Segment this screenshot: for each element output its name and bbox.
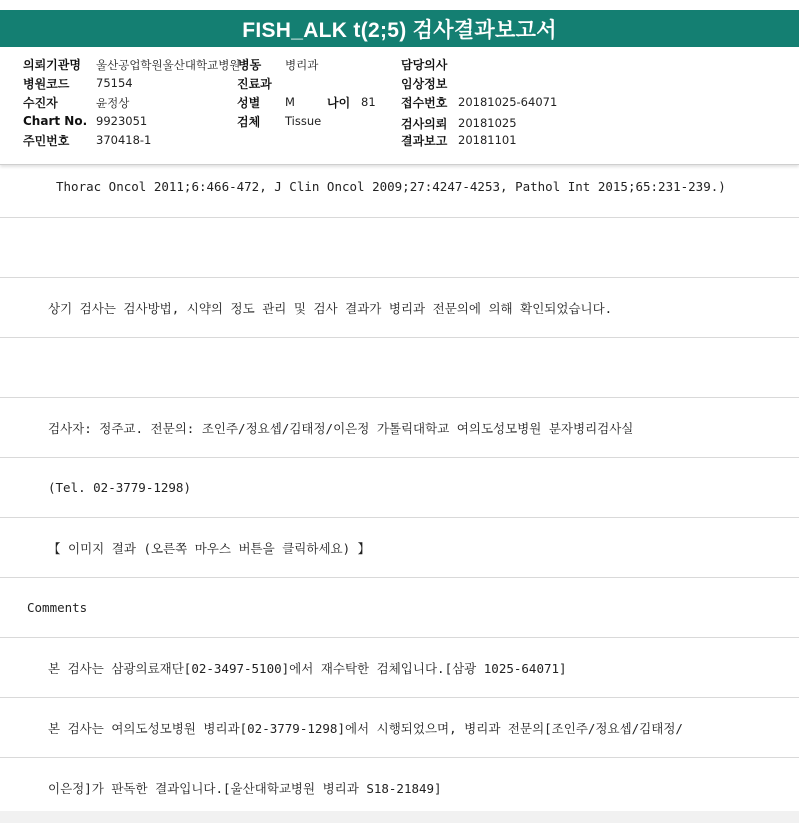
report-line bbox=[0, 458, 799, 518]
receipt-no-value: 20181025-64071 bbox=[458, 95, 558, 109]
sex-value: M bbox=[285, 95, 295, 109]
report-line bbox=[0, 578, 799, 638]
sex-label: 성별 bbox=[237, 96, 261, 110]
institution-value: 울산공업학원울산대학교병원 bbox=[96, 58, 241, 72]
receipt-no-label: 접수번호 bbox=[401, 96, 448, 110]
comment-line: 이은정]가 판독한 결과입니다.[울산대학교병원 병리과 S18-21849] bbox=[48, 780, 442, 796]
comment-line: 본 검사는 삼광의료재단[02-3497-5100]에서 재수탁한 검체입니다.[삼광 1025-64071] bbox=[48, 660, 567, 676]
age-label: 나이 bbox=[327, 96, 351, 110]
patient-name-label: 수진자 bbox=[23, 96, 58, 110]
report-line bbox=[0, 638, 799, 698]
attending-label: 담당의사 bbox=[401, 58, 448, 72]
verification-text: 상기 검사는 검사방법, 시약의 정도 관리 및 검사 결과가 병리과 전문의에 의해 확인되었습니다. bbox=[48, 300, 613, 316]
reference-text: Thorac Oncol 2011;6:466-472, J Clin Oncol 2009;27:4247-4253, Pathol Int 2015;65:231-239.) bbox=[56, 179, 726, 194]
report-line bbox=[0, 218, 799, 278]
report-date-label: 결과보고 bbox=[401, 134, 448, 148]
report-line bbox=[0, 165, 799, 218]
report-line bbox=[0, 518, 799, 578]
comments-heading: Comments bbox=[27, 600, 88, 615]
image-result-link[interactable]: 【 이미지 결과 (오른쪽 마우스 버튼을 클릭하세요) 】 bbox=[48, 540, 371, 556]
top-strip bbox=[0, 0, 799, 10]
report-line bbox=[0, 698, 799, 758]
institution-label: 의뢰기관명 bbox=[23, 58, 81, 72]
request-date-label: 검사의뢰 bbox=[401, 117, 448, 131]
telephone-text: (Tel. 02-3779-1298) bbox=[48, 480, 191, 495]
report-line bbox=[0, 398, 799, 458]
comment-line: 본 검사는 여의도성모병원 병리과[02-3779-1298]에서 시행되었으며, 병리과 전문의[조인주/정요셉/김태정/ bbox=[48, 720, 683, 736]
specimen-label: 검체 bbox=[237, 115, 261, 129]
patient-name-value: 윤정상 bbox=[96, 96, 130, 110]
patient-info-header bbox=[0, 47, 799, 165]
report-body bbox=[0, 165, 799, 818]
report-line bbox=[0, 278, 799, 338]
examiner-text: 검사자: 정주교. 전문의: 조인주/정요셉/김태정/이은정 가톨릭대학교 여의도성모병원 분자병리검사실 bbox=[48, 420, 634, 436]
specimen-value: Tissue bbox=[285, 114, 322, 128]
report-line bbox=[0, 338, 799, 398]
clinical-info-label: 임상정보 bbox=[401, 77, 448, 91]
ward-label: 병동 bbox=[238, 58, 262, 72]
age-value: 81 bbox=[361, 95, 376, 109]
request-date-value: 20181025 bbox=[458, 116, 517, 130]
ward-value: 병리과 bbox=[285, 58, 319, 72]
resident-no-label: 주민번호 bbox=[23, 134, 70, 148]
report-date-value: 20181101 bbox=[458, 133, 517, 147]
report-title: FISH_ALK t(2;5) 검사결과보고서 bbox=[0, 10, 799, 47]
hospital-code-value: 75154 bbox=[96, 76, 133, 90]
bottom-border bbox=[0, 811, 799, 823]
chart-no-value: 9923051 bbox=[96, 114, 148, 128]
report-line bbox=[0, 758, 799, 818]
chart-no-label: Chart No. bbox=[23, 114, 88, 128]
department-label: 진료과 bbox=[237, 77, 272, 91]
resident-no-value: 370418-1 bbox=[96, 133, 152, 147]
hospital-code-label: 병원코드 bbox=[23, 77, 70, 91]
